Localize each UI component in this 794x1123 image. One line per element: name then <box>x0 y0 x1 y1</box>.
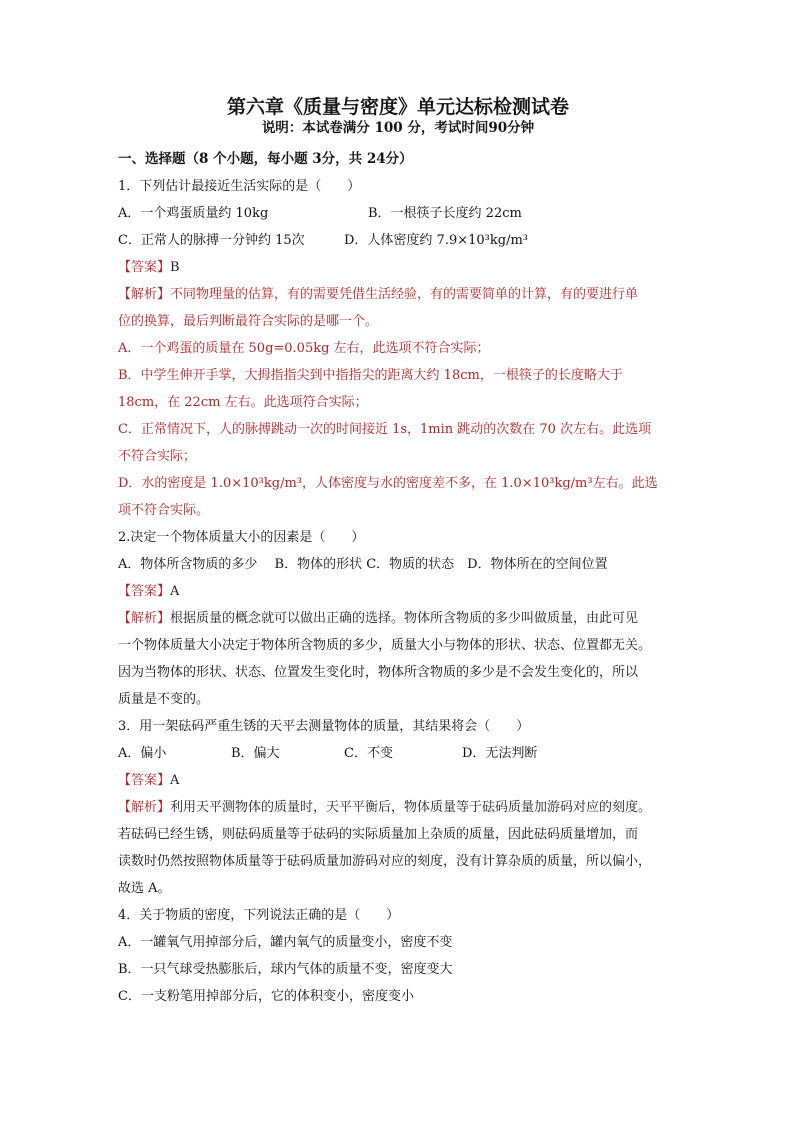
analysis-text: 不同物理量的估算，有的需要凭借生活经验，有的需要简单的计算，有的要进行单 <box>170 287 639 302</box>
question-2-stem: 2.决定一个物体质量大小的因素是（ ） <box>118 530 365 545</box>
question-4-stem: 4．关于物质的密度，下列说法正确的是（ ） <box>118 908 400 923</box>
question-2-analysis <box>118 605 678 632</box>
page-title: 第六章《质量与密度》单元达标检测试卷 <box>226 96 569 118</box>
explanation-a: A．一个鸡蛋的质量在 50g=0.05kg 左右，此选项不符合实际； <box>118 341 490 356</box>
analysis-tag: 【解析】 <box>118 287 171 302</box>
explanation-c-line2: 不符合实际； <box>118 449 197 464</box>
answer-tag: 【答案】 <box>118 584 171 599</box>
question-1-option-b: B．一根筷子长度约 22cm <box>368 206 522 221</box>
answer-value: A <box>170 773 180 788</box>
question-2-answer <box>118 578 678 605</box>
question-3-option-a: A．偏小 <box>118 746 167 761</box>
analysis-line: 位的换算，最后判断最符合实际的是哪一个。 <box>118 314 379 329</box>
question-3-answer <box>118 767 678 794</box>
analysis-line: 故选 A。 <box>118 881 171 896</box>
analysis-line: 质量是不变的。 <box>118 692 210 707</box>
question-1-option-c: C．正常人的脉搏一分钟约 15次 <box>118 233 305 248</box>
explanation-b-line1: B．中学生伸开手掌，大拇指指尖到中指指尖的距离大约 18cm，一根筷子的长度略大于 <box>118 368 623 383</box>
explanation-d-line2: 项不符合实际。 <box>118 503 210 518</box>
explanation-d-line1: D．水的密度是 1.0×10³kg/m³，人体密度与水的密度差不多，在 1.0×10³kg/m³左右。此选 <box>118 476 658 491</box>
question-4-option-c: C．一支粉笔用掉部分后，它的体积变小，密度变小 <box>118 989 414 1004</box>
question-1-analysis <box>118 281 678 308</box>
question-1-answer <box>118 254 678 281</box>
explanation-b-line2: 18cm，在 22cm 左右。此选项符合实际； <box>118 395 368 410</box>
question-1-option-a: A．一个鸡蛋质量约 10kg <box>118 206 269 221</box>
answer-value: B <box>170 260 180 275</box>
question-3-option-c: C．不变 <box>344 746 393 761</box>
question-4-option-b: B．一只气球受热膨胀后，球内气体的质量不变，密度变大 <box>118 962 453 977</box>
analysis-text: 利用天平测物体的质量时，天平平衡后，物体质量等于砝码质量加游码对应的刻度。 <box>170 800 652 815</box>
question-1-options-cd <box>118 227 678 254</box>
page-subtitle: 说明：本试卷满分 100 分，考试时间90分钟 <box>261 120 535 136</box>
analysis-tag: 【解析】 <box>118 800 171 815</box>
answer-tag: 【答案】 <box>118 773 171 788</box>
question-4-option-a: A．一罐氧气用掉部分后，罐内氧气的质量变小，密度不变 <box>118 935 453 950</box>
answer-tag: 【答案】 <box>118 260 171 275</box>
analysis-line: 若砝码已经生锈，则砝码质量等于砝码的实际质量加上杂质的质量，因此砝码质量增加，而 <box>118 827 639 842</box>
answer-value: A <box>170 584 180 599</box>
analysis-line: 因为当物体的形状、状态、位置发生变化时，物体所含物质的多少是不会发生变化的，所以 <box>118 665 639 680</box>
analysis-text: 根据质量的概念就可以做出正确的选择。物体所含物质的多少叫做质量，由此可见 <box>170 611 639 626</box>
question-1-stem: 1．下列估计最接近生活实际的是（ ） <box>118 179 361 194</box>
exam-page <box>118 96 678 1010</box>
analysis-line: 一个物体质量大小决定于物体所含物质的多少，质量大小与物体的形状、状态、位置都无关。 <box>118 638 652 653</box>
analysis-tag: 【解析】 <box>118 611 171 626</box>
question-3-option-b: B．偏大 <box>231 746 280 761</box>
question-2-options: A．物体所含物质的多少 B．物体的形状 C．物质的状态 D．物体所在的空间位置 <box>118 557 608 572</box>
question-1-option-d: D．人体密度约 7.9×10³kg/m³ <box>344 233 528 248</box>
question-3-stem: 3．用一架砝码严重生锈的天平去测量物体的质量，其结果将会（ ） <box>118 719 530 734</box>
question-3-option-d: D．无法判断 <box>462 746 538 761</box>
section-heading: 一、选择题（8 个小题，每小题 3分，共 24分） <box>118 151 413 167</box>
question-3-analysis <box>118 794 678 821</box>
question-1-options-ab <box>118 200 678 227</box>
explanation-c-line1: C．正常情况下，人的脉搏跳动一次的时间接近 1s，1min 跳动的次数在 70 次左右。此选项 <box>118 422 652 437</box>
analysis-line: 读数时仍然按照物体质量等于砝码质量加游码对应的刻度，没有计算杂质的质量，所以偏小， <box>118 854 652 869</box>
question-3-options <box>118 740 678 767</box>
